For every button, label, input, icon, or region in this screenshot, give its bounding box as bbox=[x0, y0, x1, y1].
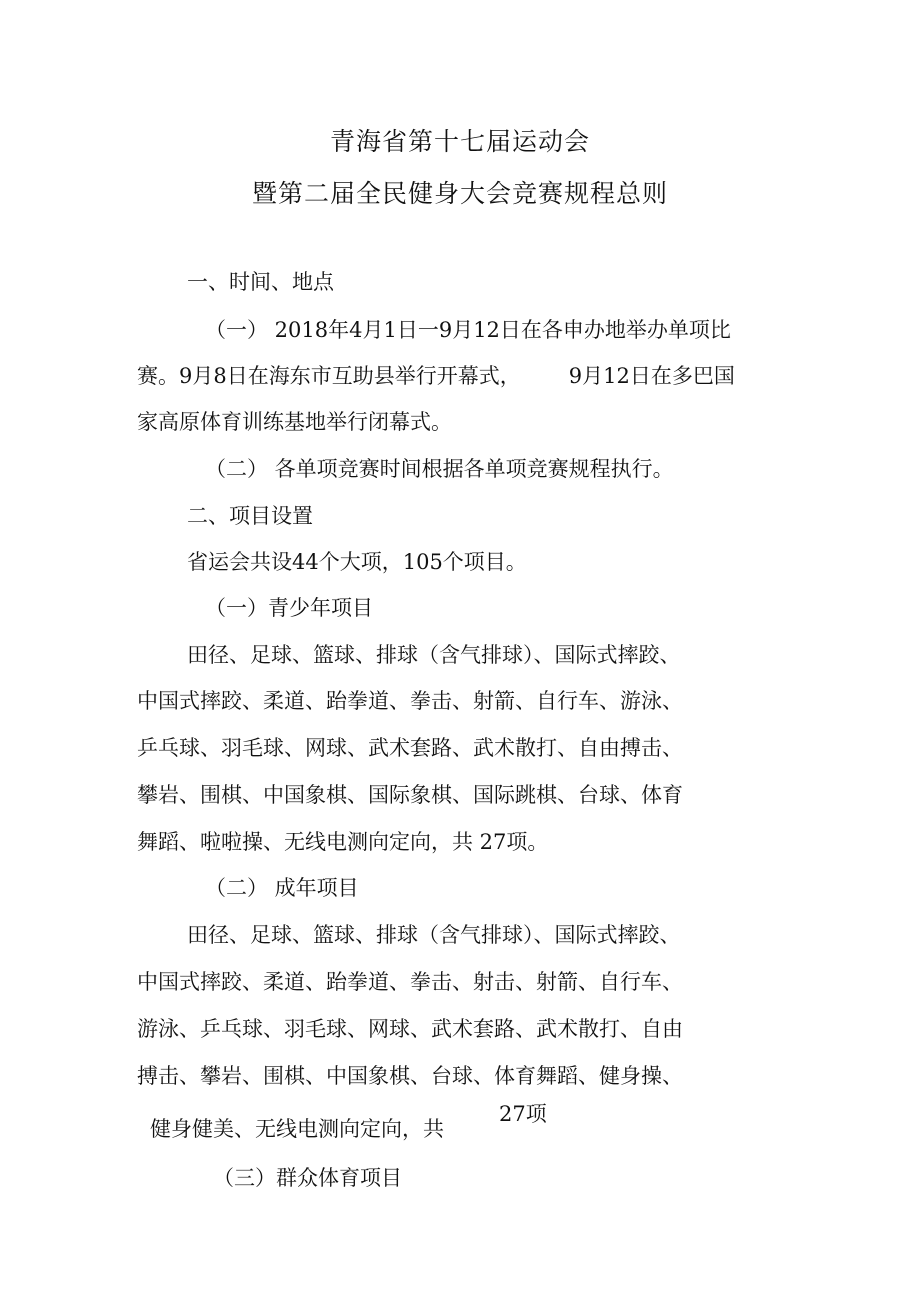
mass-heading: （三）群众体育项目 bbox=[213, 1166, 402, 1190]
adult-heading: （二） 成年项目 bbox=[205, 876, 359, 900]
title-line-2: 暨第二届全民健身大会竞赛规程总则 bbox=[251, 179, 668, 208]
section1-item1-line2-part-b: 9月12日在多巴国 bbox=[568, 364, 735, 388]
adult-line: 搏击、攀岩、围棋、中国象棋、台球、体育舞蹈、健身操、 bbox=[137, 1064, 683, 1088]
youth-heading: （一）青少年项目 bbox=[205, 596, 373, 620]
section1-item1-line3: 家高原体育训练基地举行闭幕式。 bbox=[137, 410, 452, 434]
adult-count: 27项 bbox=[499, 1102, 547, 1126]
section1-item1-line1: （一） 2018年4月1日一9月12日在各申办地举办单项比 bbox=[205, 318, 731, 342]
adult-line: 田径、足球、篮球、排球（含气排球）、国际式摔跤、 bbox=[187, 923, 681, 947]
youth-line: 中国式摔跤、柔道、跆拳道、拳击、射箭、自行车、游泳、 bbox=[137, 689, 683, 713]
title-line-1: 青海省第十七届运动会 bbox=[329, 127, 590, 156]
section1-item1-line2 bbox=[137, 362, 735, 390]
adult-line: 游泳、乒乓球、羽毛球、网球、武术套路、武术散打、自由 bbox=[137, 1017, 683, 1041]
adult-line: 中国式摔跤、柔道、跆拳道、拳击、射击、射箭、自行车、 bbox=[137, 970, 683, 994]
youth-line: 攀岩、围棋、中国象棋、国际象棋、国际跳棋、台球、体育 bbox=[137, 783, 683, 807]
youth-line: 乒乓球、羽毛球、网球、武术套路、武术散打、自由搏击、 bbox=[137, 736, 683, 760]
section2-summary: 省运会共设44个大项，105个项目。 bbox=[187, 550, 527, 574]
section1-heading: 一、时间、地点 bbox=[187, 270, 334, 294]
youth-line: 舞蹈、啦啦操、无线电测向定向，共 27项。 bbox=[137, 830, 549, 854]
section1-item2: （二） 各单项竞赛时间根据各单项竞赛规程执行。 bbox=[205, 457, 674, 481]
youth-line: 田径、足球、篮球、排球（含气排球）、国际式摔跤、 bbox=[187, 643, 681, 667]
section1-item1-line2-part-a: 赛。9月8日在海东市互助县举行开幕式， bbox=[137, 364, 521, 388]
section2-heading: 二、项目设置 bbox=[187, 504, 313, 528]
adult-last-line: 健身健美、无线电测向定向，共 bbox=[150, 1117, 444, 1141]
